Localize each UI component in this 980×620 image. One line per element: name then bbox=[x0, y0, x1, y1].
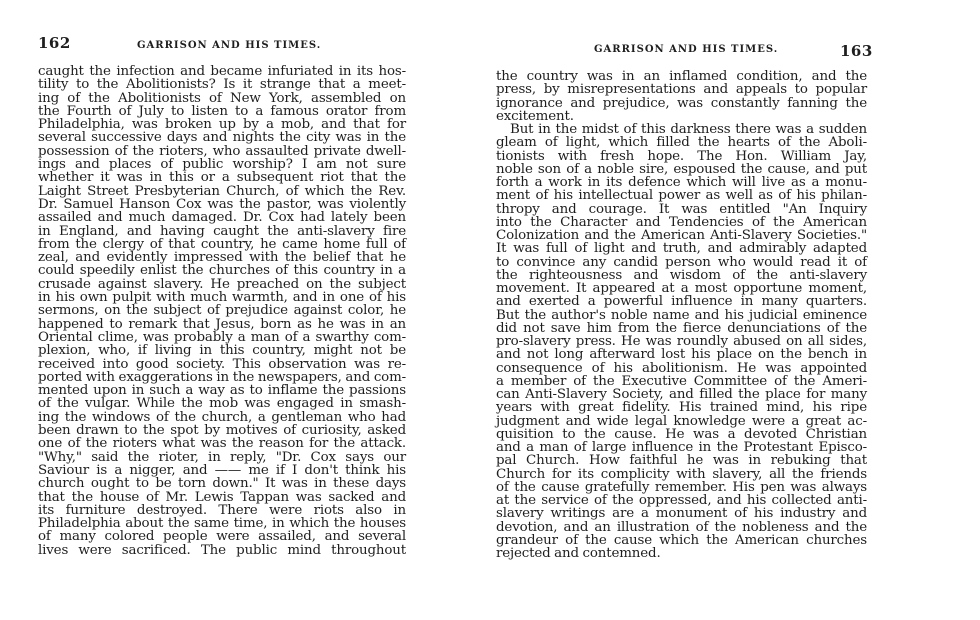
text-line: did not save him from the fierce denunciations of the bbox=[496, 320, 867, 336]
text-line: pal Church. How faithful he was in rebuking that bbox=[496, 453, 867, 469]
text-line: plexion, who, if living in this country, might not be bbox=[38, 343, 406, 359]
text-line: pro-slavery press. He was roundly abused on all sides, bbox=[496, 334, 867, 349]
text-line: slavery writings are a monument of his industry and bbox=[496, 506, 867, 522]
text-line: zeal, and evidently impressed with the belief that he bbox=[38, 250, 406, 266]
text-line: Dr. Samuel Hanson Cox was the pastor, was violently bbox=[38, 196, 406, 212]
text-line: Laight Street Presbyterian Church, of which the Rev. bbox=[38, 183, 406, 199]
text-line: ings and places of public worship? I am not sure bbox=[38, 157, 406, 173]
text-line: and exerted a powerful influence in many quarters. bbox=[496, 294, 867, 310]
text-line: mented upon in such a way as to inflame the passions bbox=[38, 383, 406, 399]
text-line: happened to remark that Jesus, born as he was in an bbox=[38, 316, 406, 332]
text-line: rejected and contemned. bbox=[496, 546, 661, 561]
text-line: ing of the Abolitionists of New York, assembled on bbox=[38, 90, 406, 106]
text-line: from the clergy of that country, he came home full of bbox=[38, 236, 406, 252]
text-line: lives were sacrificed. The public mind throughout bbox=[38, 542, 406, 558]
text-line: been drawn to the spot by motives of curiosity, asked bbox=[38, 423, 406, 439]
text-line: Saviour is a nigger, and —— me if I don't think his bbox=[38, 462, 406, 478]
text-line: But the author's noble name and his judicial eminence bbox=[496, 307, 867, 323]
text-line: Philadelphia about the same time, in which the houses bbox=[38, 516, 406, 532]
text-line: in England, and having caught the anti-slavery fire bbox=[38, 223, 406, 239]
text-line: devotion, and an illustration of the nobleness and the bbox=[496, 519, 867, 535]
text-line: noble son of a noble sire, espoused the cause, and put bbox=[496, 161, 867, 177]
text-line: tionists with fresh hope. The Hon. William Jay, bbox=[496, 148, 867, 164]
text-line: the country was in an inflamed condition, and the bbox=[496, 69, 867, 84]
text-line: tility to the Abolitionists? Is it strange that a meet- bbox=[38, 77, 406, 93]
text-line: can Anti-Slavery Society, and filled the place for many bbox=[496, 387, 867, 402]
text-line: and a man of large influence in the Protestant Episco- bbox=[496, 440, 867, 455]
text-line: to convince any candid person who would read it of bbox=[496, 254, 867, 270]
text-line: in his own pulpit with much warmth, and in one of his bbox=[38, 290, 406, 306]
running-head: GARRISON AND HIS TIMES. bbox=[594, 44, 779, 55]
text-line: several successive days and nights the city was in the bbox=[38, 130, 406, 146]
text-line: a member of the Executive Committee of the Ameri- bbox=[496, 373, 867, 389]
text-line: "Why," said the rioter, in reply, "Dr. Cox says our bbox=[38, 449, 406, 465]
text-line: ment of his intellectual power as well as of his philan- bbox=[496, 188, 867, 204]
text-line: ported with exaggerations in the newspapers, and com- bbox=[38, 369, 406, 385]
body-text bbox=[38, 65, 406, 557]
text-line: grandeur of the cause which the American churches bbox=[496, 532, 867, 548]
text-line: whether it was in this or a subsequent riot that the bbox=[38, 170, 406, 186]
body-text bbox=[496, 70, 867, 560]
text-line: the righteousness and wisdom of the anti-slavery bbox=[496, 267, 867, 283]
text-line: assailed and much damaged. Dr. Cox had lately been bbox=[38, 210, 406, 226]
text-line: judgment and wide legal knowledge were a great ac- bbox=[496, 413, 867, 429]
text-line: movement. It appeared at a most opportune moment, bbox=[496, 281, 867, 296]
text-line: of many colored people were assailed, and several bbox=[38, 529, 406, 545]
text-line: gleam of light, which filled the hearts of the Aboli- bbox=[496, 135, 867, 151]
text-line: caught the infection and became infuriated in its hos- bbox=[38, 64, 406, 79]
text-line: thropy and courage. It was entitled "An Inquiry bbox=[496, 201, 867, 217]
right-page bbox=[490, 0, 980, 620]
page-number: 162 bbox=[38, 34, 71, 52]
text-line: sermons, on the subject of prejudice against color, he bbox=[38, 303, 406, 319]
text-line: church ought to be torn down." It was in these days bbox=[38, 476, 406, 492]
text-line: ignorance and prejudice, was constantly fanning the bbox=[496, 95, 867, 111]
text-line: forth a work in its defence which will live as a monu- bbox=[496, 175, 867, 190]
text-line: one of the rioters what was the reason for the attack. bbox=[38, 436, 406, 452]
text-line: of the vulgar. While the mob was engaged in smash- bbox=[38, 396, 406, 412]
text-line: that the house of Mr. Lewis Tappan was sacked and bbox=[38, 489, 406, 505]
text-line: Church for its complicity with slavery, all the friends bbox=[496, 466, 867, 482]
text-line: ing the windows of the church, a gentleman who had bbox=[38, 409, 406, 425]
text-line: Colonization and the American Anti-Slavery Societies." bbox=[496, 228, 867, 243]
text-line: consequence of his abolitionism. He was appointed bbox=[496, 360, 867, 376]
text-line: of the cause gratefully remember. His pen was always bbox=[496, 479, 867, 495]
text-line: Oriental clime, was probably a man of a swarthy com- bbox=[38, 329, 406, 345]
page-number: 163 bbox=[840, 42, 873, 60]
text-line: crusade against slavery. He preached on the subject bbox=[38, 276, 406, 292]
text-line: at the service of the oppressed, and his collected anti- bbox=[496, 493, 867, 508]
text-line: But in the midst of this darkness there was a sudden bbox=[510, 122, 867, 137]
text-line: into the Character and Tendencies of the American bbox=[496, 214, 867, 230]
text-line: press, by misrepresentations and appeals to popular bbox=[496, 82, 867, 98]
text-line: years with great fidelity. His trained mind, his ripe bbox=[496, 400, 867, 416]
text-line: its furniture destroyed. There were riots also in bbox=[38, 502, 406, 518]
text-line: received into good society. This observation was re- bbox=[38, 356, 406, 372]
text-line: Philadelphia, was broken up by a mob, and that for bbox=[38, 117, 406, 133]
text-line: could speedily enlist the churches of this country in a bbox=[38, 263, 406, 279]
text-line: quisition to the cause. He was a devoted Christian bbox=[496, 426, 867, 442]
text-line: and not long afterward lost his place on the bench in bbox=[496, 347, 867, 363]
text-line: It was full of light and truth, and admirably adapted bbox=[496, 241, 867, 257]
text-line: possession of the rioters, who assaulted private dwell- bbox=[38, 143, 406, 159]
text-line: the Fourth of July to listen to a famous orator from bbox=[38, 103, 406, 119]
text-line: excitement. bbox=[496, 108, 574, 124]
running-head: GARRISON AND HIS TIMES. bbox=[137, 40, 322, 51]
